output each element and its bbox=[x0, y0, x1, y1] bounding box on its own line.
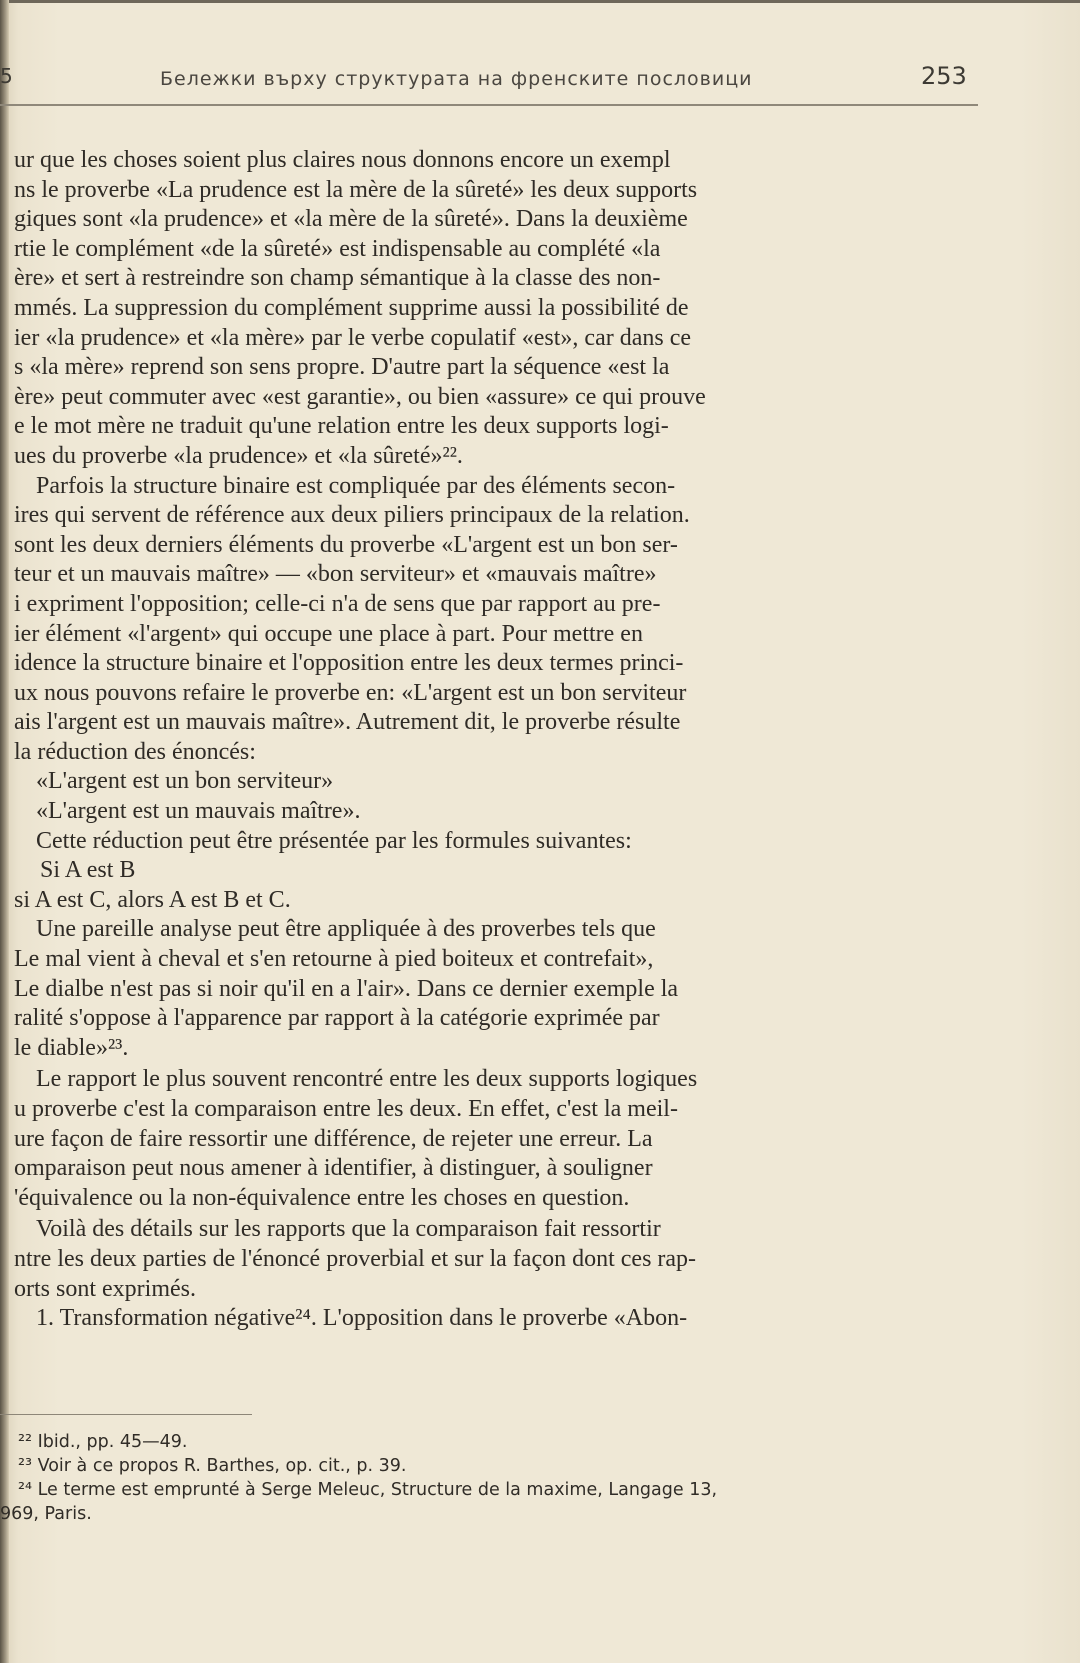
text-line: ur que les choses soient plus claires nous donnons encore un exempl bbox=[14, 147, 671, 173]
text-line: ns le proverbe «La prudence est la mère de la sûreté» les deux supports bbox=[14, 176, 698, 203]
text-line: ntre les deux parties de l'énoncé proverbial et sur la façon dont ces rap- bbox=[14, 1245, 697, 1272]
text-line: ralité s'oppose à l'apparence par rapport à la catégorie exprimée par bbox=[14, 1005, 660, 1032]
text-line: ais l'argent est un mauvais maître». Autrement dit, le proverbe résulte bbox=[14, 709, 681, 736]
paragraph-start-line: Parfois la structure binaire est compliquée par des éléments secon- bbox=[36, 472, 676, 499]
text-line: 'équivalence ou la non-équivalence entre les choses en question. bbox=[14, 1184, 630, 1211]
text-line: teur et un mauvais maître» — «bon serviteur» et «mauvais maître» bbox=[14, 561, 657, 588]
footnote-24: ²⁴ Le terme est emprunté à Serge Meleuc, Structure de la maxime, Langage 13, bbox=[18, 1480, 718, 1500]
text-line: le diable»²³. bbox=[14, 1034, 129, 1061]
text-line: ure façon de faire ressortir une différence, de rejeter une erreur. La bbox=[14, 1125, 653, 1152]
text-line: ux nous pouvons refaire le proverbe en: «L'argent est un bon serviteur bbox=[14, 679, 687, 706]
paragraph-start-line: Voilà des détails sur les rapports que la comparaison fait ressortir bbox=[36, 1216, 661, 1243]
footnote-23: ²³ Voir à ce propos R. Barthes, op. cit., p. 39. bbox=[18, 1456, 407, 1476]
text-line: ère» peut commuter avec «est garantie», ou bien «assure» ce qui prouve bbox=[14, 383, 706, 410]
footnote-rule bbox=[0, 1414, 252, 1415]
text-line: sont les deux derniers éléments du proverbe «L'argent est un bon ser- bbox=[14, 531, 678, 558]
text-line: Le dialbe n'est pas si noir qu'il en a l'air». Dans ce dernier exemple la bbox=[14, 975, 679, 1002]
running-title: Бележки върху структурата на френските пословици bbox=[160, 68, 753, 90]
formula-line: Si A est B bbox=[40, 857, 136, 884]
paragraph-start-line: Le rapport le plus souvent rencontré entre les deux supports logiques bbox=[36, 1066, 698, 1093]
top-edge-rule bbox=[0, 0, 1080, 3]
footnote-22: ²² Ibid., pp. 45—49. bbox=[18, 1432, 188, 1452]
footnote-24-continuation: 969, Paris. bbox=[0, 1504, 92, 1524]
paragraph-start-line: Une pareille analyse peut être appliquée à des proverbes tels que bbox=[36, 916, 656, 943]
quoted-statement-line: «L'argent est un bon serviteur» bbox=[36, 768, 334, 795]
text-line: orts sont exprimés. bbox=[14, 1275, 196, 1302]
formula-line: si A est C, alors A est B et C. bbox=[14, 886, 291, 913]
text-line: ier élément «l'argent» qui occupe une place à part. Pour mettre en bbox=[14, 620, 643, 647]
text-line: ues du proverbe «la prudence» et «la sûreté»²². bbox=[14, 442, 463, 469]
quoted-statement-line: «L'argent est un mauvais maître». bbox=[36, 798, 361, 825]
text-line: la réduction des énoncés: bbox=[14, 738, 256, 765]
page-header bbox=[0, 60, 1000, 104]
text-line: omparaison peut nous amener à identifier, à distinguer, à souligner bbox=[14, 1155, 653, 1182]
paragraph-start-line: 1. Transformation négative²⁴. L'opposition dans le proverbe «Abon- bbox=[36, 1305, 688, 1332]
text-line: ires qui servent de référence aux deux piliers principaux de la relation. bbox=[14, 502, 690, 529]
paragraph-start-line: Cette réduction peut être présentée par les formules suivantes: bbox=[36, 827, 632, 854]
text-line: mmés. La suppression du complément supprime aussi la possibilité de bbox=[14, 294, 689, 321]
text-line: e le mot mère ne traduit qu'une relation entre les deux supports logi- bbox=[14, 413, 669, 440]
text-line: u proverbe c'est la comparaison entre les deux. En effet, c'est la meil- bbox=[14, 1096, 678, 1122]
text-line: ère» et sert à restreindre son champ sémantique à la classe des non- bbox=[14, 265, 661, 292]
text-line: ier «la prudence» et «la mère» par le verbe copulatif «est», car dans ce bbox=[14, 324, 692, 351]
text-line: s «la mère» reprend son sens propre. D'autre part la séquence «est la bbox=[14, 354, 670, 381]
header-left-mark: 5 bbox=[0, 64, 13, 88]
footnotes bbox=[0, 1430, 952, 1526]
text-line: idence la structure binaire et l'opposition entre les deux termes princi- bbox=[14, 650, 684, 677]
text-line: giques sont «la prudence» et «la mère de la sûreté». Dans la deuxième bbox=[14, 206, 688, 233]
page-number: 253 bbox=[921, 62, 967, 90]
header-rule bbox=[0, 104, 978, 106]
body-text bbox=[0, 146, 952, 1334]
text-line: i expriment l'opposition; celle-ci n'a de sens que par rapport au pre- bbox=[14, 590, 661, 617]
text-line: rtie le complément «de la sûreté» est indispensable au complété «la bbox=[14, 235, 661, 262]
text-line: Le mal vient à cheval et s'en retourne à pied boiteux et contrefait», bbox=[14, 946, 654, 973]
